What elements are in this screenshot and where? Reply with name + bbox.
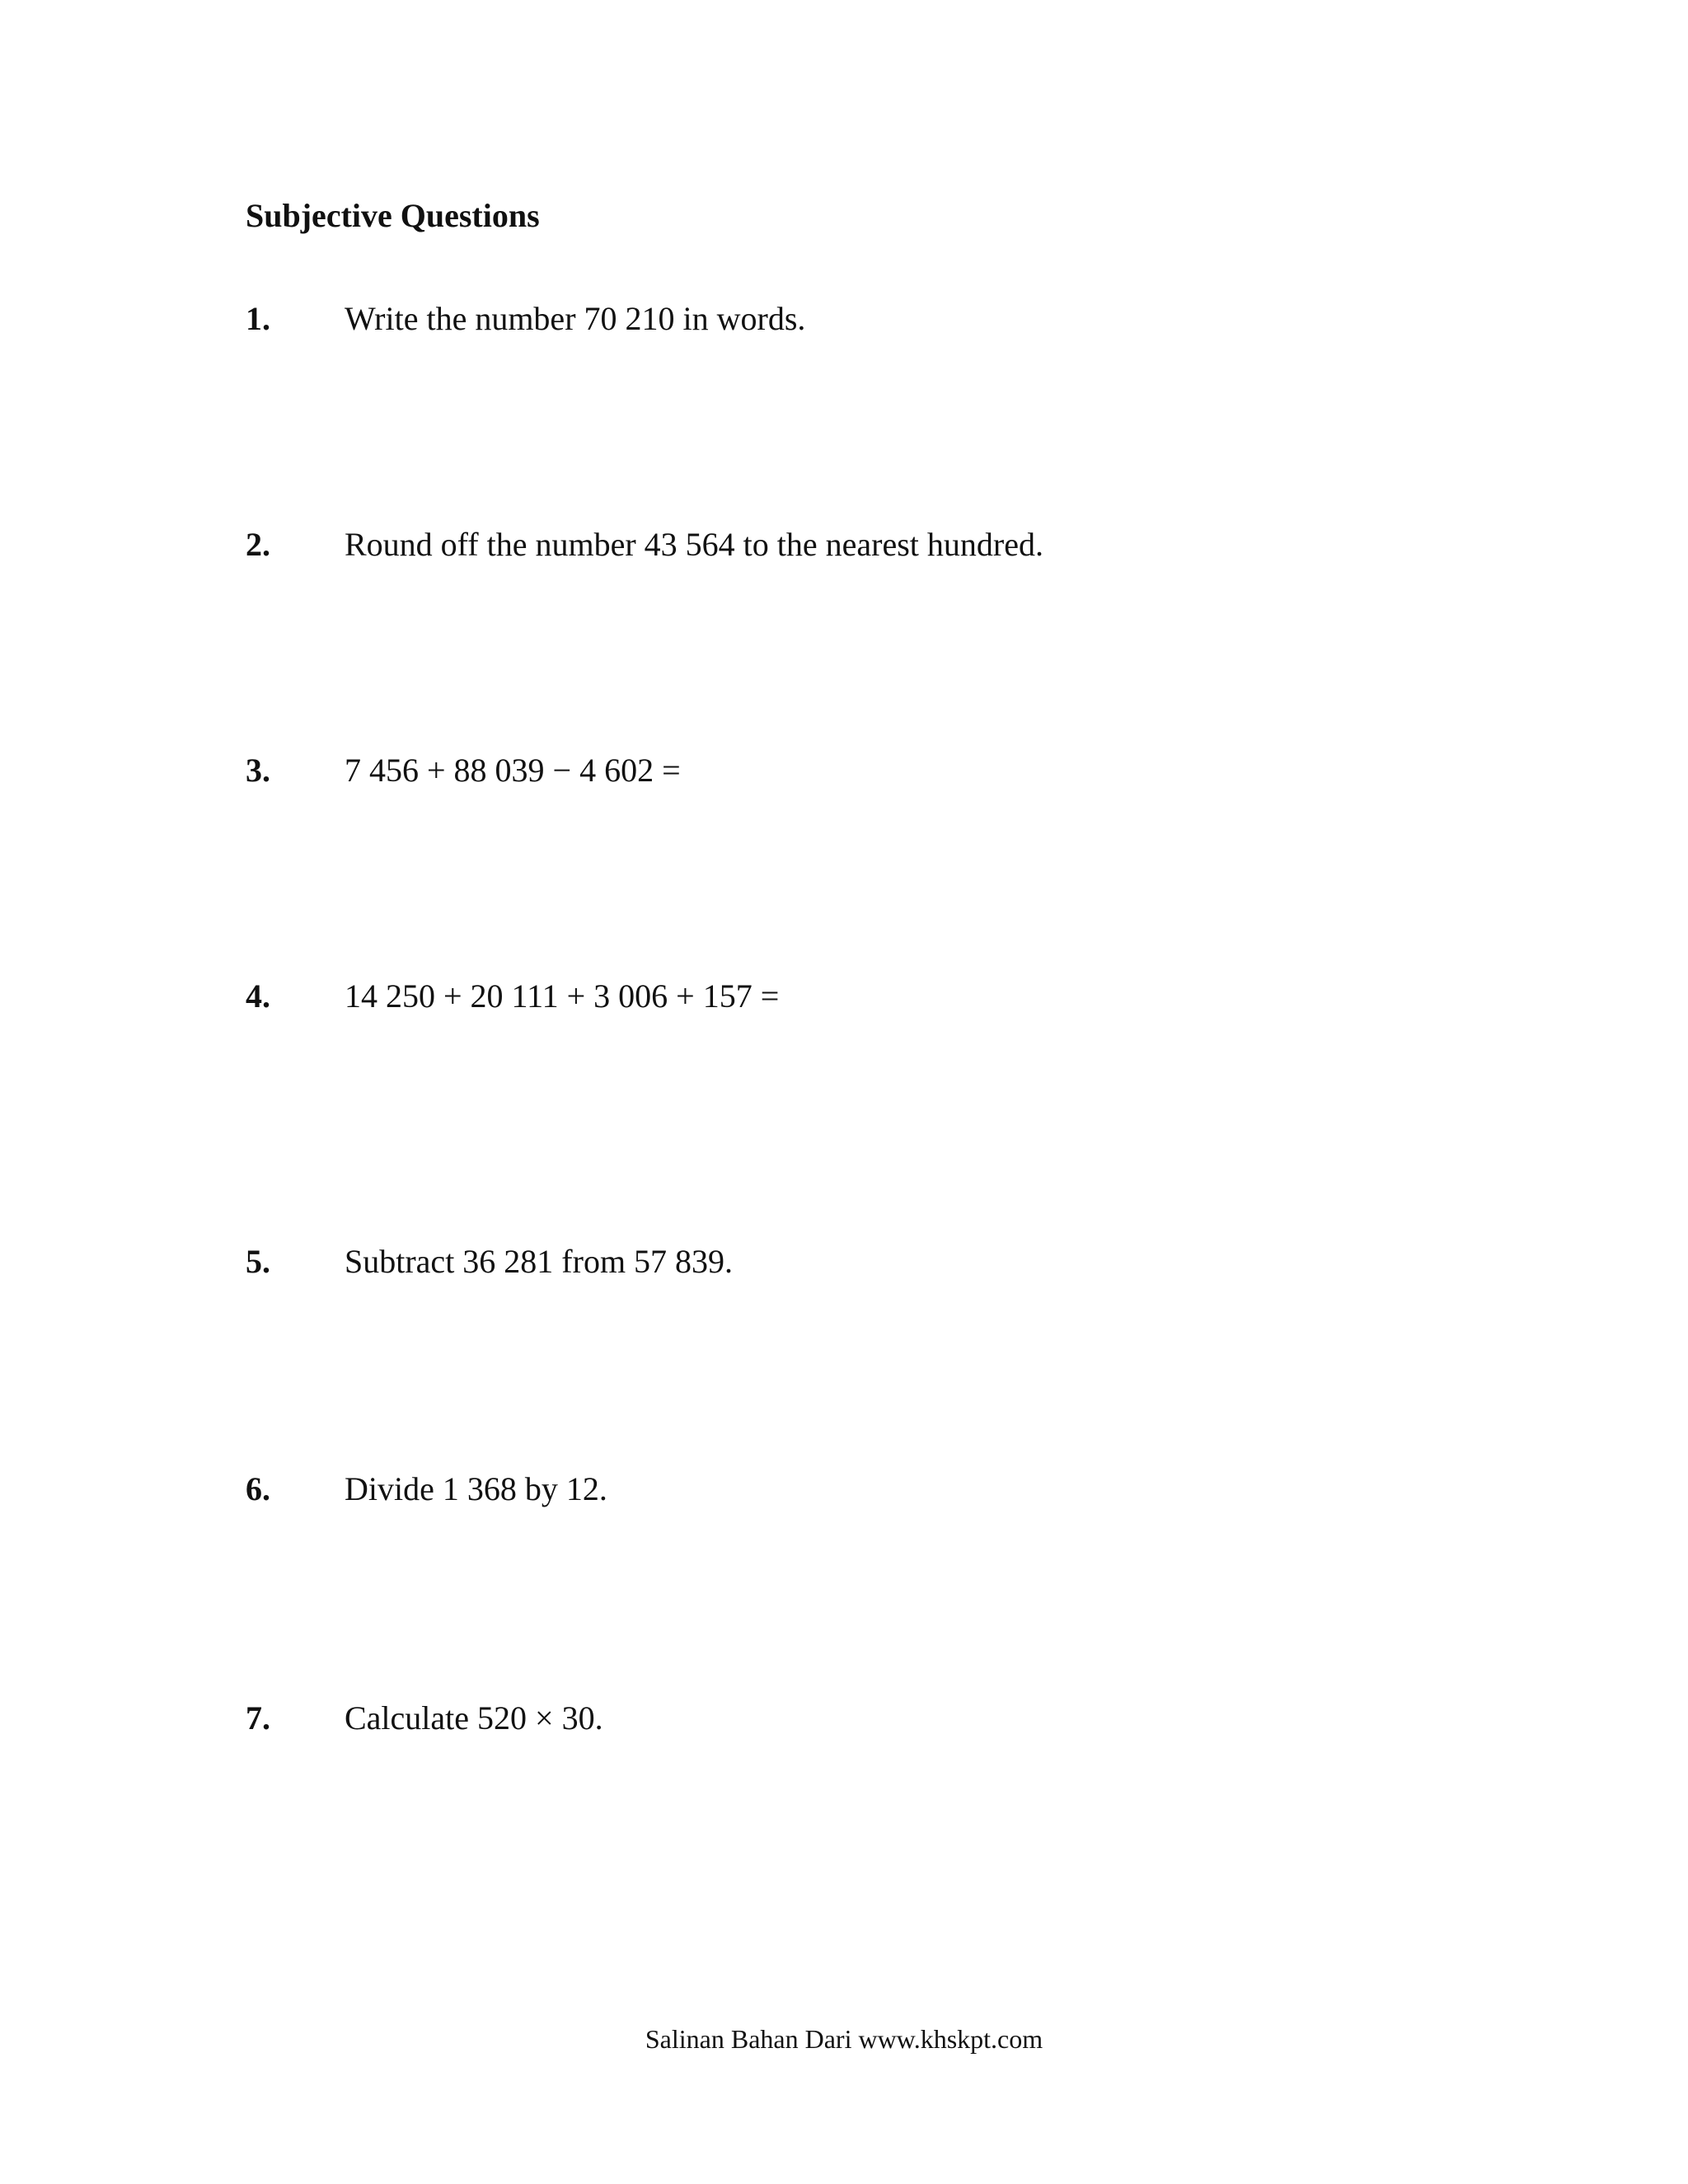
question-6 (246, 1469, 607, 1510)
question-3 (246, 750, 681, 791)
question-number: 4. (246, 977, 270, 1015)
question-text: 14 250 + 20 111 + 3 006 + 157 = (345, 977, 780, 1015)
question-number: 2. (246, 526, 270, 563)
question-text: Divide 1 368 by 12. (345, 1470, 607, 1507)
question-number: 5. (246, 1243, 270, 1280)
question-text: Subtract 36 281 from 57 839. (345, 1243, 734, 1280)
question-text: Calculate 520 × 30. (345, 1699, 603, 1736)
question-1 (246, 298, 805, 340)
page-title: Subjective Questions (246, 197, 540, 234)
question-number: 7. (246, 1699, 270, 1736)
question-text: Write the number 70 210 in words. (345, 300, 806, 337)
question-5 (246, 1241, 733, 1282)
question-4 (246, 976, 779, 1017)
question-text: 7 456 + 88 039 − 4 602 = (345, 752, 681, 789)
question-2 (246, 524, 1043, 565)
footer-source: Salinan Bahan Dari www.khskpt.com (645, 2024, 1043, 2054)
question-7 (246, 1698, 603, 1739)
question-number: 3. (246, 752, 270, 789)
question-number: 1. (246, 300, 270, 337)
question-number: 6. (246, 1470, 270, 1507)
question-text: Round off the number 43 564 to the nearest hundred. (345, 526, 1043, 563)
